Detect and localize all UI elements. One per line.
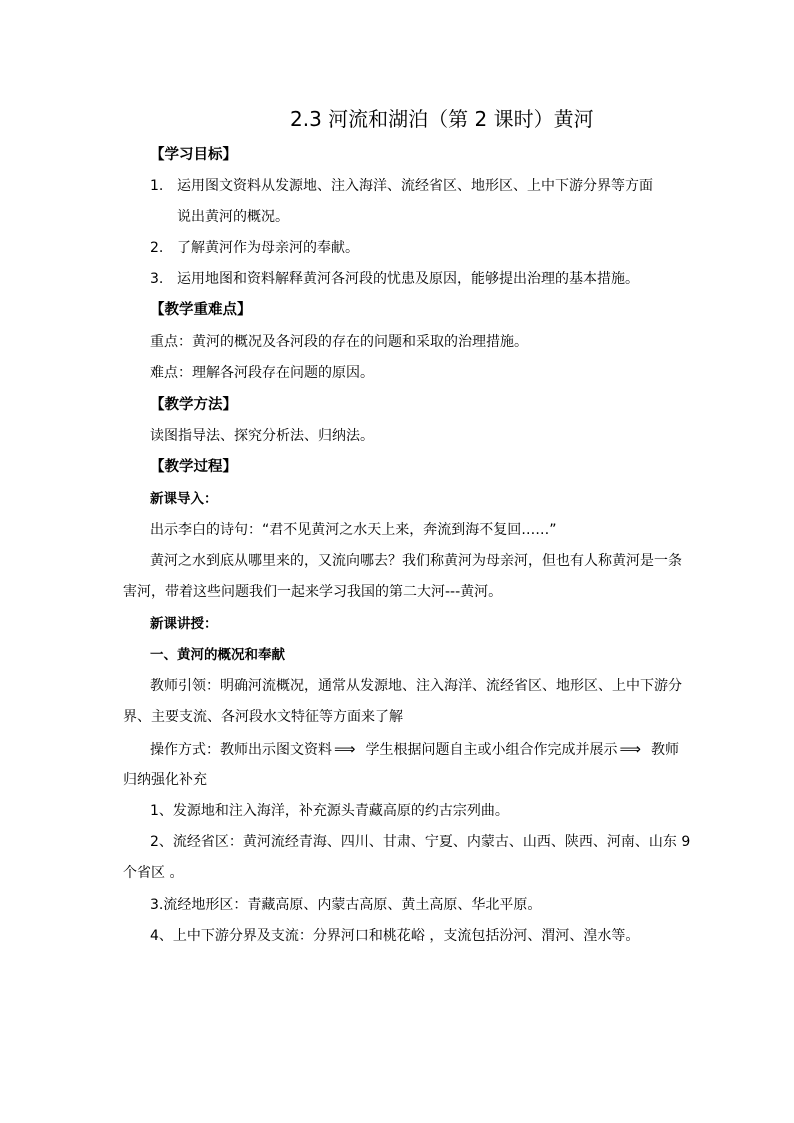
operation-line-1 [150,740,679,759]
operation-step-teacher: 操作方式：教师出示图文资料 [150,742,332,758]
operation-step-students: 学生根据问题自主或小组合作完成并展示 [365,742,618,758]
goal-1-number: 1. [150,178,164,194]
right-arrow-icon: ⟹ [619,740,642,758]
intro-paragraph-line-1: 黄河之水到底从哪里来的，又流向哪去？我们称黄河为母亲河，但也有人称黄河是一条 [150,553,682,569]
goal-1-line-2: 说出黄河的概况。 [177,209,289,225]
process-header: 【教学过程】 [150,459,237,475]
goals-header: 【学习目标】 [150,147,237,163]
page-title: 2.3 河流和湖泊（第 2 课时）黄河 [290,107,594,131]
list-item-1: 1、发源地和注入海洋，补充源头青藏高原的约古宗列曲。 [150,803,509,819]
key-points-header: 【教学重难点】 [150,302,252,318]
goal-2-line-1: 了解黄河作为母亲河的奉献。 [177,240,359,256]
intro-label: 新课导入： [150,491,218,507]
lecture-label: 新课讲授： [150,616,218,632]
guide-paragraph-line-2: 界、主要支流、各河段水文特征等方面来了解 [123,709,403,725]
methods-header: 【教学方法】 [150,397,237,413]
operation-line-2: 归纳强化补充 [123,772,207,788]
key-point-text: 重点：黄河的概况及各河段的存在的问题和采取的治理措施。 [150,334,528,350]
intro-paragraph-line-2: 害河，带着这些问题我们一起来学习我国的第二大河---黄河。 [123,584,503,600]
intro-poem: 出示李白的诗句：“君不见黄河之水天上来，奔流到海不复回……” [150,522,557,538]
guide-paragraph-line-1: 教师引领：明确河流概况，通常从发源地、注入海洋、流经省区、地形区、上中下游分 [150,678,682,694]
difficult-point-text: 难点：理解各河段存在问题的原因。 [150,365,374,381]
list-item-2-line-1: 2、流经省区：黄河流经青海、四川、甘肃、宁夏、内蒙古、山西、陕西、河南、山东 9 [150,834,691,850]
methods-text: 读图指导法、探究分析法、归纳法。 [150,428,374,444]
list-item-4: 4、上中下游分界及支流：分界河口和桃花峪 ，支流包括汾河、渭河、湟水等。 [150,928,640,944]
goal-1-line-1: 运用图文资料从发源地、注入海洋、流经省区、地形区、上中下游分界等方面 [177,178,653,194]
right-arrow-icon: ⟹ [334,740,356,758]
operation-step-teacher-2: 教师 [651,742,680,758]
goal-3-line-1: 运用地图和资料解释黄河各河段的忧患及原因，能够提出治理的基本措施。 [177,271,639,287]
part-1-label: 一、黄河的概况和奉献 [150,647,285,663]
list-item-2-line-2: 个省区 。 [123,865,184,881]
goal-2-number: 2. [150,240,164,256]
goal-3-number: 3. [150,271,164,287]
list-item-3: 3.流经地形区：青藏高原、内蒙古高原、黄土高原、华北平原。 [150,897,542,913]
